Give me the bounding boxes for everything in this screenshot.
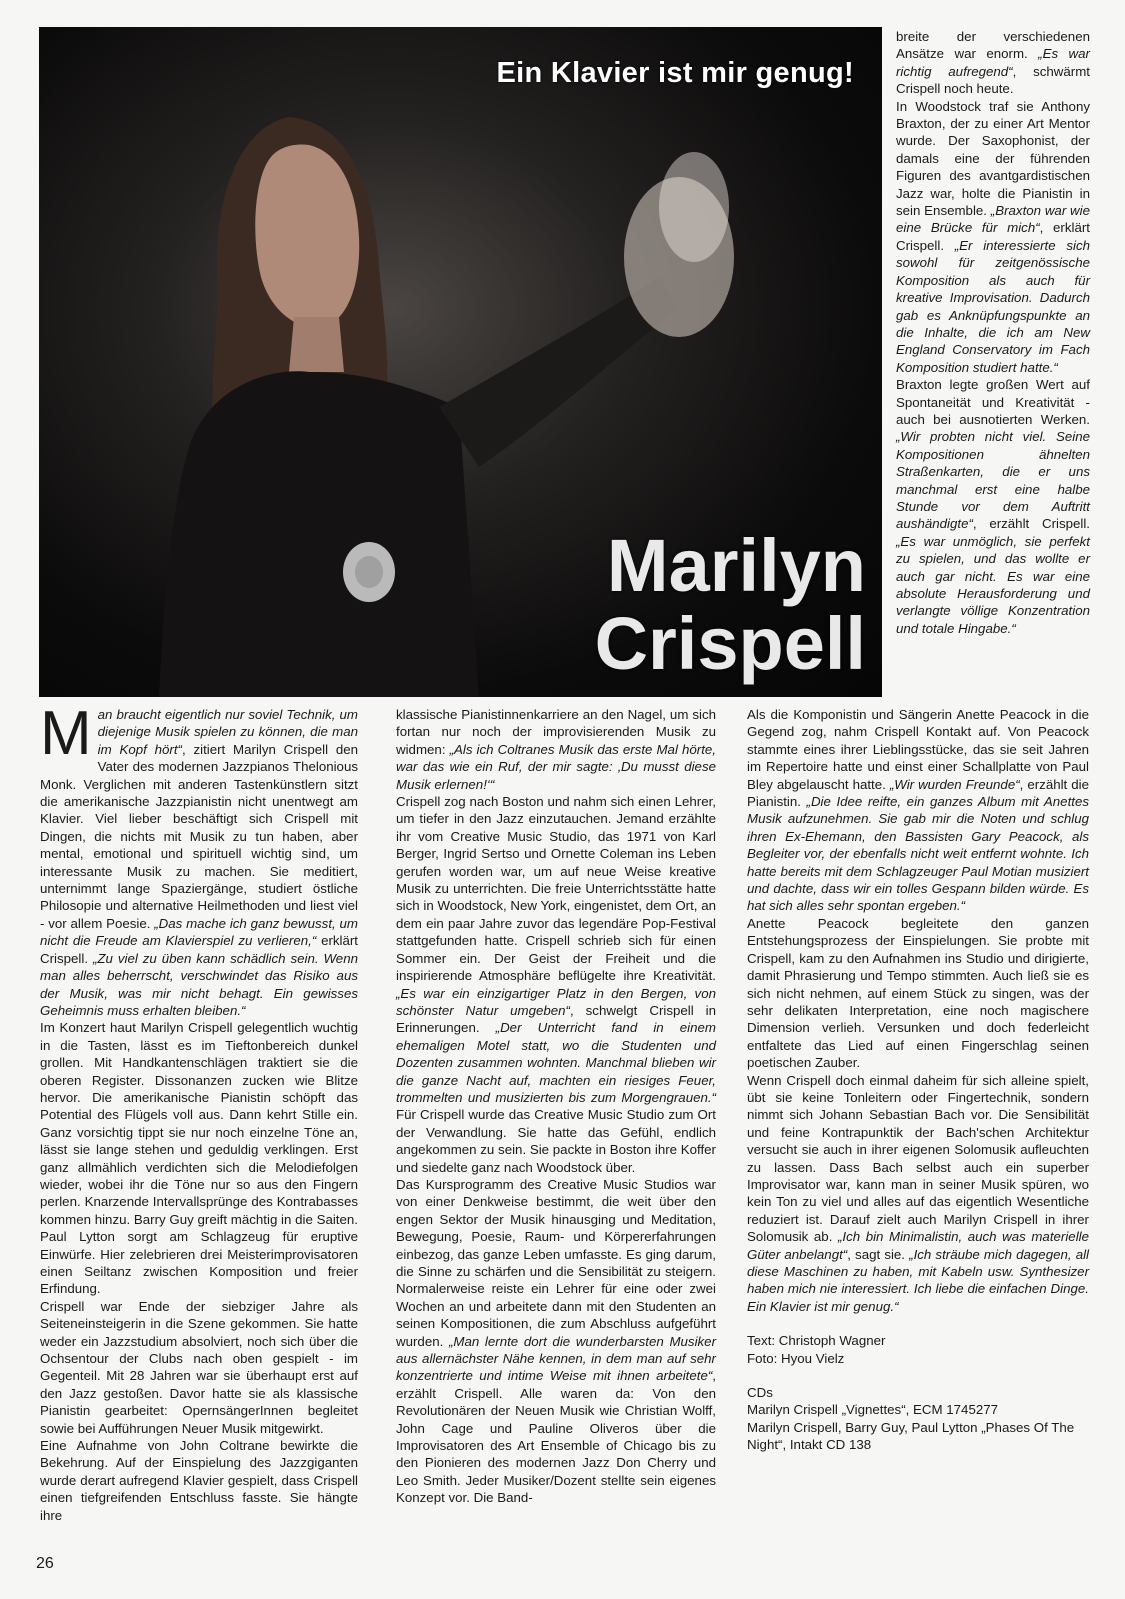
paragraph: Braxton legte großen Wert auf Spontaneität und Kreativität - auch bei ausnotierten Werken. „Wir probten nicht viel. Seine Kompositionen ähnelten Straßenkarten, die er uns manchmal erst eine halbe Stunde vor dem Auftritt aushändigte“, erzählt Crispell. „Es war unmöglich, sie perfekt zu spielen, und das wollte er auch gar nicht. Es war eine absolute Herausforderung und verlangte völlige Konzentration und totale Hingabe.“ [896, 377, 1090, 636]
paragraph: Das Kursprogramm des Creative Music Studios war von einer Denkweise bestimmt, die weit über den engen Sektor der Musik hinausging und Meditation, Bewegung, Poesie, Raum- und Körpererfahrungen einbezog, das ganze Leben umfasste. Es ging darum, die Sinne zu schärfen und die Sensibilität zu steigern. Normalerweise reiste ein Lehrer für eine oder zwei Wochen an und arbeitete dann mit den Studenten an seinen Kompositionen, die zum Abschluss aufgeführt wurden. „Man lernte dort die wunderbarsten Musiker aus allernächster Nähe kennen, in dem man auf sehr konzentrierte und intime Weise mit ihnen arbeitete“, erzählt Crispell. Alle waren da: Von den Revolutionären der Neuen Musik wie Christian Wolff, John Cage und Pauline Oliveros über die Improvisatoren des Art Ensemble of Chicago bis zu den Pionieren des modernen Jazz Don Cherry und Leo Smith. Jeder Musiker/Dozent stellte sein eigenes Konzept vor. Die Band- [396, 1176, 716, 1506]
column-1 [40, 699, 359, 1524]
paragraph: Crispell war Ende der siebziger Jahre als Seiteneinsteigerin in die Szene gekommen. Sie hatte weder ein Jazzstudium absolviert, noch sich über die Ochsentour der Clubs nach oben gespielt - im Gegenteil. Mit 28 Jahren war sie überhaupt erst auf den Jazz gestoßen. Davor hatte sie als klassische Pianistin gearbeitet: OpernsängerInnen begleitet sowie bei Aufführungen Neuer Musik mitgewirkt. [40, 1298, 358, 1436]
credit-photo: Foto: Hyou Vielz [747, 1350, 845, 1366]
column-3 [747, 706, 1089, 1454]
cd-item: Marilyn Crispell, Barry Guy, Paul Lytton „Phases Of The Night“, Intakt CD 138 [747, 1419, 1075, 1453]
article-headline: Ein Klavier ist mir genug! [496, 57, 854, 89]
paragraph: Eine Aufnahme von John Coltrane bewirkte die Bekehrung. Auf der Einspielung des Jazzgiganten wurde derart aufregend Klavier gespielt, dass Crispell einen tiefgreifenden Entschluss fasste. Sie hängte ihre [40, 1438, 358, 1523]
artist-last-name: Crispell [594, 602, 866, 685]
paragraph: Anette Peacock begleitete den ganzen Entstehungsprozess der Einspielungen. Sie probte mit Crispell, kam zu den Aufnahmen ins Studio und dirigierte, damit Phrasierung und Tempo stimmten. Auch ließ sie es sich nicht nehmen, auf einem Stück zu singen, was der sehr delikaten Interpretation, eine noch magischere Dimension verlieh. Versunken und doch federleicht entfaltete das Lied auf einen Fingerschlag seinen poetischen Zauber. [747, 915, 1089, 1071]
paragraph: Man braucht eigentlich nur soviel Technik, um diejenige Musik spielen zu können, die man im Kopf hört“, zitiert Marilyn Crispell den Vater des modernen Jazzpianos Thelonious Monk. Verglichen mit anderen Tastenkünstlern sitzt die amerikanische Jazzpianistin nicht unentwegt am Klavier. Viel lieber beschäftigt sich Crispell mit Dingen, die nichts mit Musik zu tun haben, aber mental, emotional und spirituell wichtig sind, um interessante Musik zu machen. Sie meditiert, unternimmt lange Spaziergänge, studiert östliche Philosopie und alternative Heilmethoden und liest viel - vor allem Poesie. „Das mache ich ganz bewusst, um nicht die Freude am Klavierspiel zu verlieren,“ erklärt Crispell. „Zu viel zu üben kann schädlich sein. Wenn man alles beherrscht, verschwindet das Risiko aus der Musik, was mir nicht behagt. Ein gewisses Geheimnis muss erhalten bleiben.“ [40, 699, 359, 1018]
drop-cap: M [40, 699, 92, 768]
article-photo [39, 27, 882, 697]
paragraph: klassische Pianistinnenkarriere an den Nagel, um sich fortan nur noch der improvisierenden Musik zu widmen: „Als ich Coltranes Musik das erste Mal hörte, war das wie ein Ruf, der mir sagte: ‚Du musst diese Musik erlernen!‘“ [396, 707, 716, 792]
artist-name [594, 524, 866, 685]
cd-item: Marilyn Crispell „Vignettes“, ECM 1745277 [747, 1402, 999, 1418]
paragraph: Wenn Crispell doch einmal daheim für sich alleine spielt, übt sie keine Tonleitern oder Fingertechnik, sondern nimmt sich Johann Sebastian Bach vor. Die Sensibilität und feine Kontrapunktik der Bach'schen Architektur versucht sie auch in ihrer eigenen Solomusik aufleuchten zu lassen. Dass Bach selbst auch ein superber Improvisator war, kann man in seiner Musik spüren, wo kein Ton zu viel und alles auf das eigentlich Wesentliche reduziert ist. Darauf zielt auch Marilyn Crispell in ihrer Solomusik ab. „Ich bin Minimalistin, auch was materielle Güter anbelangt“, sagt sie. „Ich sträube mich dagegen, all diese Maschinen zu haben, mit Kabeln usw. Synthesizer haben mich nie interessiert. Ich liebe die einfachen Dinge. Ein Klavier ist mir genug.“ [747, 1072, 1089, 1314]
credit-text: Text: Christoph Wagner [747, 1333, 886, 1349]
paragraph: Im Konzert haut Marilyn Crispell gelegentlich wuchtig in die Tasten, lässt es im Tieftonbereich dunkel grollen. Mit Handkantenschlägen traktiert sie die oberen Register. Dissonanzen zucken wie Blitze hervor. Die amerikanische Pianistin schöpft das Potential des Flügels voll aus. Dann kehrt Stille ein. Ganz vorsichtig tippt sie nur noch einzelne Töne an, lässt sie lange stehen und geduldig verklingen. Erst ganz allmählich verdichten sich die Melodiefolgen wieder, wobei ihr die Töne nur so aus den Fingern perlen. Knarzende Intervallsprünge des Kontrabasses kommen hinzu. Barry Guy greift mächtig in die Saiten. Paul Lytton sorgt am Schlagzeug für eruptive Einwürfe. Hier zelebrieren drei Meisterimprovisatoren einen Seiltanz zwischen Komposition und freier Erfindung. [40, 1020, 358, 1297]
cds-heading: CDs [747, 1385, 773, 1401]
paragraph: Als die Komponistin und Sängerin Anette Peacock in die Gegend zog, nahm Crispell Kontakt auf. Von Peacock stammte eines ihrer Lieblingsstücke, das sie seit Jahren im Repertoire hatte und einst einer Schallplatte von Paul Bley abgelauscht hatte. „Wir wurden Freunde“, erzählt die Pianistin. „Die Idee reifte, ein ganzes Album mit Anettes Musik aufzunehmen. Sie gab mir die Noten und schlug ihren Ex-Ehemann, den Bassisten Gary Peacock, als Begleiter vor, der ebenfalls nicht weit entfernt wohnte. Ich hatte bereits mit dem Schlagzeuger Paul Motian musiziert und dachte, dass wir ein tolles Gespann bilden würde. Es hat sich alles sehr spontan ergeben.“ [747, 707, 1090, 914]
paragraph: breite der verschiedenen Ansätze war enorm. „Es war richtig aufregend“, schwärmt Crispell noch heute. [896, 29, 1091, 97]
paragraph: Crispell zog nach Boston und nahm sich einen Lehrer, um tiefer in den Jazz einzutauchen. Jemand erzählte ihr vom Creative Music Studio, das 1971 von Karl Berger, Ingrid Sertso und Ornette Coleman ins Leben gerufen worden war, um auf neue Weise kreative Musik zu unterrichten. Die freie Unterrichtsstätte hatte sich in Woodstock, New York, eingenistet, dem Ort, an dem ein paar Jahre zuvor das legendäre Pop-Festival stattgefunden hatte. Crispell schrieb sich für einen Sommer ein. Der Geist der Freiheit und die inspirierende Atmosphäre beflügelte ihre Kreativität. „Es war ein einzigartiger Platz in den Bergen, von schönster Natur umgeben“, schwelgt Crispell in Erinnerungen. „Der Unterricht fand in einem ehemaligen Motel statt, wo die Studenten und Dozenten zusammen wohnten. Manchmal blieben wir die ganze Nacht auf, machten ein riesiges Feuer, trommelten und musizierten bis zum Morgengrauen.“ Für Crispell wurde das Creative Music Studio zum Ort der Verwandlung. Sie hatte das Gefühl, endlich angekommen zu sein. Sie packte in Boston ihre Koffer und siedelte ganz nach Woodstock über. [396, 794, 716, 1175]
page-number: 26 [36, 1555, 54, 1572]
right-column [896, 28, 1090, 637]
column-2 [396, 706, 716, 1507]
artist-first-name: Marilyn [606, 524, 866, 607]
paragraph: In Woodstock traf sie Anthony Braxton, der zu einer Art Mentor wurde. Der Saxophonist, der damals eine der führenden Figuren des avantgardistischen Jazz war, holte die Pianistin in sein Ensemble. „Braxton war wie eine Brücke für mich“, erklärt Crispell. „Er interessierte sich sowohl für zeitgenössische Komposition als auch für kreative Improvisation. Dadurch gab es Anknüpfungspunkte an die Inhalte, die ich am New England Conservatory im Fach Komposition studiert hatte.“ [896, 98, 1090, 375]
